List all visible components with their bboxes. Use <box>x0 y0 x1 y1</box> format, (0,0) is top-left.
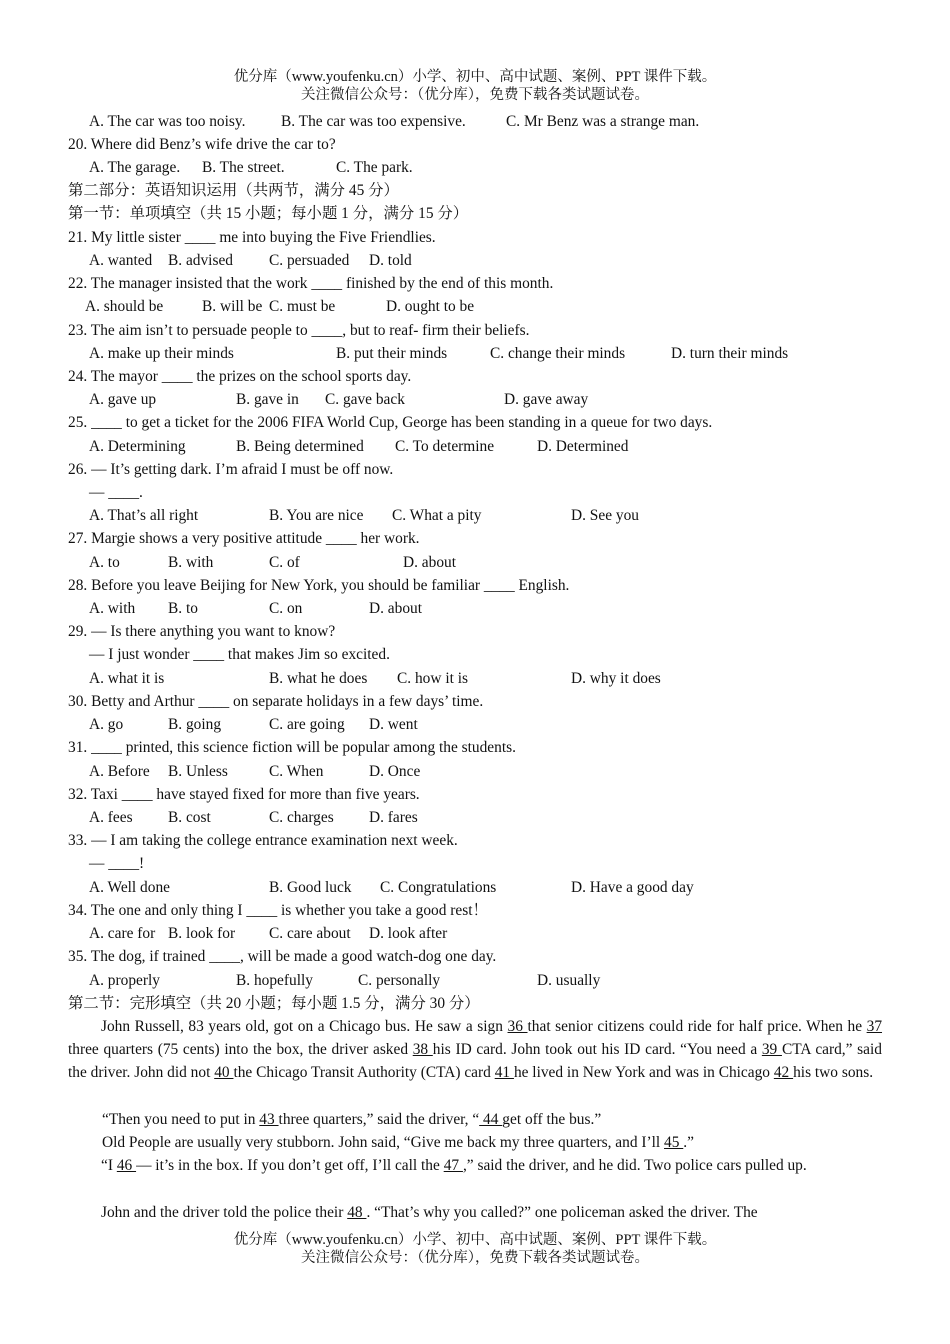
q26-option-a: A. That’s all right <box>89 507 199 524</box>
q33-stem: 33. — I am taking the college entrance examination next week. <box>68 832 458 849</box>
blank-40: 40 <box>214 1064 234 1082</box>
q31-stem: 31. ____ printed, this science fiction will be popular among the students. <box>68 739 516 756</box>
cloze-paragraph-2: “Then you need to put in 43 three quarters,” said the driver, “ 44 get off the bus.” <box>102 1111 602 1128</box>
q21-option-c: C. persuaded <box>269 252 350 269</box>
q20-option-c: C. The park. <box>336 159 413 176</box>
q35-option-b: B. hopefully <box>236 972 313 989</box>
cloze-paragraph-4: “I 46 — it’s in the box. If you don’t get off, I’ll call the 47 ,” said the driver, and he did. Two police cars pulled up. <box>101 1157 807 1174</box>
q22-option-a: A. should be <box>85 298 164 315</box>
q27-option-a: A. to <box>89 554 120 571</box>
q33-response: — ____! <box>89 855 145 872</box>
blank-41: 41 <box>494 1064 514 1082</box>
q25-option-b: B. Being determined <box>236 438 364 455</box>
q19-option-a: A. The car was too noisy. <box>89 113 246 130</box>
q31-option-c: C. When <box>269 763 324 780</box>
q30-option-a: A. go <box>89 716 124 733</box>
cloze-paragraph-3: Old People are usually very stubborn. John said, “Give me back my three quarters, and I’ll 45 .” <box>102 1134 694 1151</box>
q34-option-d: D. look after <box>369 925 448 942</box>
blank-37: 37 <box>866 1018 883 1035</box>
footer-line-2: 关注微信公众号：（优分库），免费下载各类试题试卷。 <box>301 1250 649 1266</box>
q29-option-c: C. how it is <box>397 670 468 687</box>
header-line-2: 关注微信公众号：（优分库），免费下载各类试题试卷。 <box>301 87 649 103</box>
section2-title: 第二节：完形填空（共 20 小题；每小题 1.5 分，满分 30 分） <box>68 995 480 1012</box>
q23-option-a: A. make up their minds <box>89 345 234 362</box>
q23-option-d: D. turn their minds <box>671 345 789 362</box>
q33-option-a: A. Well done <box>89 879 170 896</box>
q28-option-c: C. on <box>269 600 303 617</box>
q29-response: — I just wonder ____ that makes Jim so excited. <box>89 646 390 663</box>
q24-option-b: B. gave in <box>236 391 299 408</box>
q23-option-b: B. put their minds <box>336 345 448 362</box>
page-header <box>0 68 950 104</box>
q30-stem: 30. Betty and Arthur ____ on separate holidays in a few days’ time. <box>68 693 484 710</box>
q26-option-d: D. See you <box>571 507 639 524</box>
q30-option-d: D. went <box>369 716 418 733</box>
q19-option-c: C. Mr Benz was a strange man. <box>506 113 700 130</box>
q26-response: — ____. <box>89 484 143 501</box>
q30-option-c: C. are going <box>269 716 345 733</box>
q28-option-d: D. about <box>369 600 423 617</box>
blank-39: 39 <box>761 1041 782 1059</box>
q35-option-c: C. personally <box>358 972 441 989</box>
cloze-paragraph-5: John and the driver told the police their 48 . “That’s why you called?” one policeman asked the driver. The <box>101 1204 758 1221</box>
q23-option-c: C. change their minds <box>490 345 626 362</box>
q20-option-b: B. The street. <box>202 159 285 176</box>
q25-option-d: D. Determined <box>537 438 629 455</box>
q29-option-d: D. why it does <box>571 670 661 687</box>
q21-stem: 21. My little sister ____ me into buying the Five Friendlies. <box>68 229 436 246</box>
q31-option-b: B. Unless <box>168 763 228 780</box>
q21-option-a: A. wanted <box>89 252 153 269</box>
part2-title: 第二部分：英语知识运用（共两节，满分 45 分） <box>68 182 399 199</box>
section1-title: 第一节：单项填空（共 15 小题；每小题 1 分，满分 15 分） <box>68 205 469 222</box>
q25-option-a: A. Determining <box>89 438 186 455</box>
q27-stem: 27. Margie shows a very positive attitude ____ her work. <box>68 530 420 547</box>
q25-stem: 25. ____ to get a ticket for the 2006 FIFA World Cup, George has been standing in a queue for two days. <box>68 414 713 431</box>
q32-stem: 32. Taxi ____ have stayed fixed for more than five years. <box>68 786 420 803</box>
blank-42: 42 <box>773 1064 794 1082</box>
q29-stem: 29. — Is there anything you want to know? <box>68 623 336 640</box>
q27-option-b: B. with <box>168 554 214 571</box>
q22-option-d: D. ought to be <box>386 298 475 315</box>
q33-option-c: C. Congratulations <box>380 879 497 896</box>
q22-stem: 22. The manager insisted that the work ____ finished by the end of this month. <box>68 275 554 292</box>
q28-option-b: B. to <box>168 600 198 617</box>
q22-option-b: B. will be <box>202 298 263 315</box>
blank-43: 43 <box>259 1111 279 1128</box>
q33-option-b: B. Good luck <box>269 879 352 896</box>
q34-stem: 34. The one and only thing I ____ is whether you take a good rest！ <box>68 902 488 919</box>
page-footer <box>0 1231 950 1267</box>
q35-option-a: A. properly <box>89 972 160 989</box>
q29-option-b: B. what he does <box>269 670 368 687</box>
q24-option-a: A. gave up <box>89 391 157 408</box>
q27-option-c: C. of <box>269 554 300 571</box>
q28-option-a: A. with <box>89 600 136 617</box>
q32-option-d: D. fares <box>369 809 418 826</box>
q31-option-d: D. Once <box>369 763 421 780</box>
blank-36: 36 <box>507 1018 528 1035</box>
q31-option-a: A. Before <box>89 763 150 780</box>
blank-38: 38 <box>412 1041 433 1059</box>
q26-option-c: C. What a pity <box>392 507 482 524</box>
q21-option-b: B. advised <box>168 252 233 269</box>
q20-option-a: A. The garage. <box>89 159 181 176</box>
q29-option-a: A. what it is <box>89 670 165 687</box>
q33-option-d: D. Have a good day <box>571 879 694 896</box>
q20-stem: 20. Where did Benz’s wife drive the car to? <box>68 136 336 153</box>
q34-option-a: A. care for <box>89 925 156 942</box>
q24-stem: 24. The mayor ____ the prizes on the school sports day. <box>68 368 412 385</box>
q21-option-d: D. told <box>369 252 412 269</box>
q34-option-c: C. care about <box>269 925 351 942</box>
footer-line-1: 优分库（www.youfenku.cn）小学、初中、高中试题、案例、PPT 课件下载。 <box>233 1232 717 1248</box>
q27-option-d: D. about <box>403 554 457 571</box>
q19-option-b: B. The car was too expensive. <box>281 113 466 130</box>
q24-option-c: C. gave back <box>325 391 405 408</box>
q30-option-b: B. going <box>168 716 222 733</box>
q32-option-c: C. charges <box>269 809 334 826</box>
cloze-paragraph-1: John Russell, 83 years old, got on a Chicago bus. He saw a sign 36 that senior citizens could ride for half price. When he 37 three quarters (75 cents) into the box, the driver asked 38 his ID card. John took out his ID card. “You need a 39 CTA card,” said the driver. John did not 40 the Chicago Transit Authority (CTA) card 41 he lived in New York and was in Chicago 42 his two sons. <box>68 1018 883 1082</box>
q35-stem: 35. The dog, if trained ____, will be made a good watch-dog one day. <box>68 948 497 965</box>
q25-option-c: C. To determine <box>395 438 495 455</box>
blank-47: 47 <box>443 1157 463 1174</box>
q26-option-b: B. You are nice <box>269 507 364 524</box>
q34-option-b: B. look for <box>168 925 236 942</box>
q26-stem: 26. — It’s getting dark. I’m afraid I must be off now. <box>68 461 394 478</box>
q32-option-b: B. cost <box>168 809 211 826</box>
header-line-1: 优分库（www.youfenku.cn）小学、初中、高中试题、案例、PPT 课件下载。 <box>233 69 717 85</box>
q28-stem: 28. Before you leave Beijing for New York, you should be familiar ____ English. <box>68 577 570 594</box>
q24-option-d: D. gave away <box>504 391 589 408</box>
blank-45: 45 <box>664 1134 684 1151</box>
q23-stem: 23. The aim isn’t to persuade people to ____, but to reaf- firm their beliefs. <box>68 322 530 339</box>
blank-44: 44 <box>479 1111 503 1128</box>
blank-48: 48 <box>347 1204 367 1221</box>
q22-option-c: C. must be <box>269 298 336 315</box>
q32-option-a: A. fees <box>89 809 133 826</box>
blank-46: 46 <box>116 1157 137 1174</box>
q35-option-d: D. usually <box>537 972 601 989</box>
